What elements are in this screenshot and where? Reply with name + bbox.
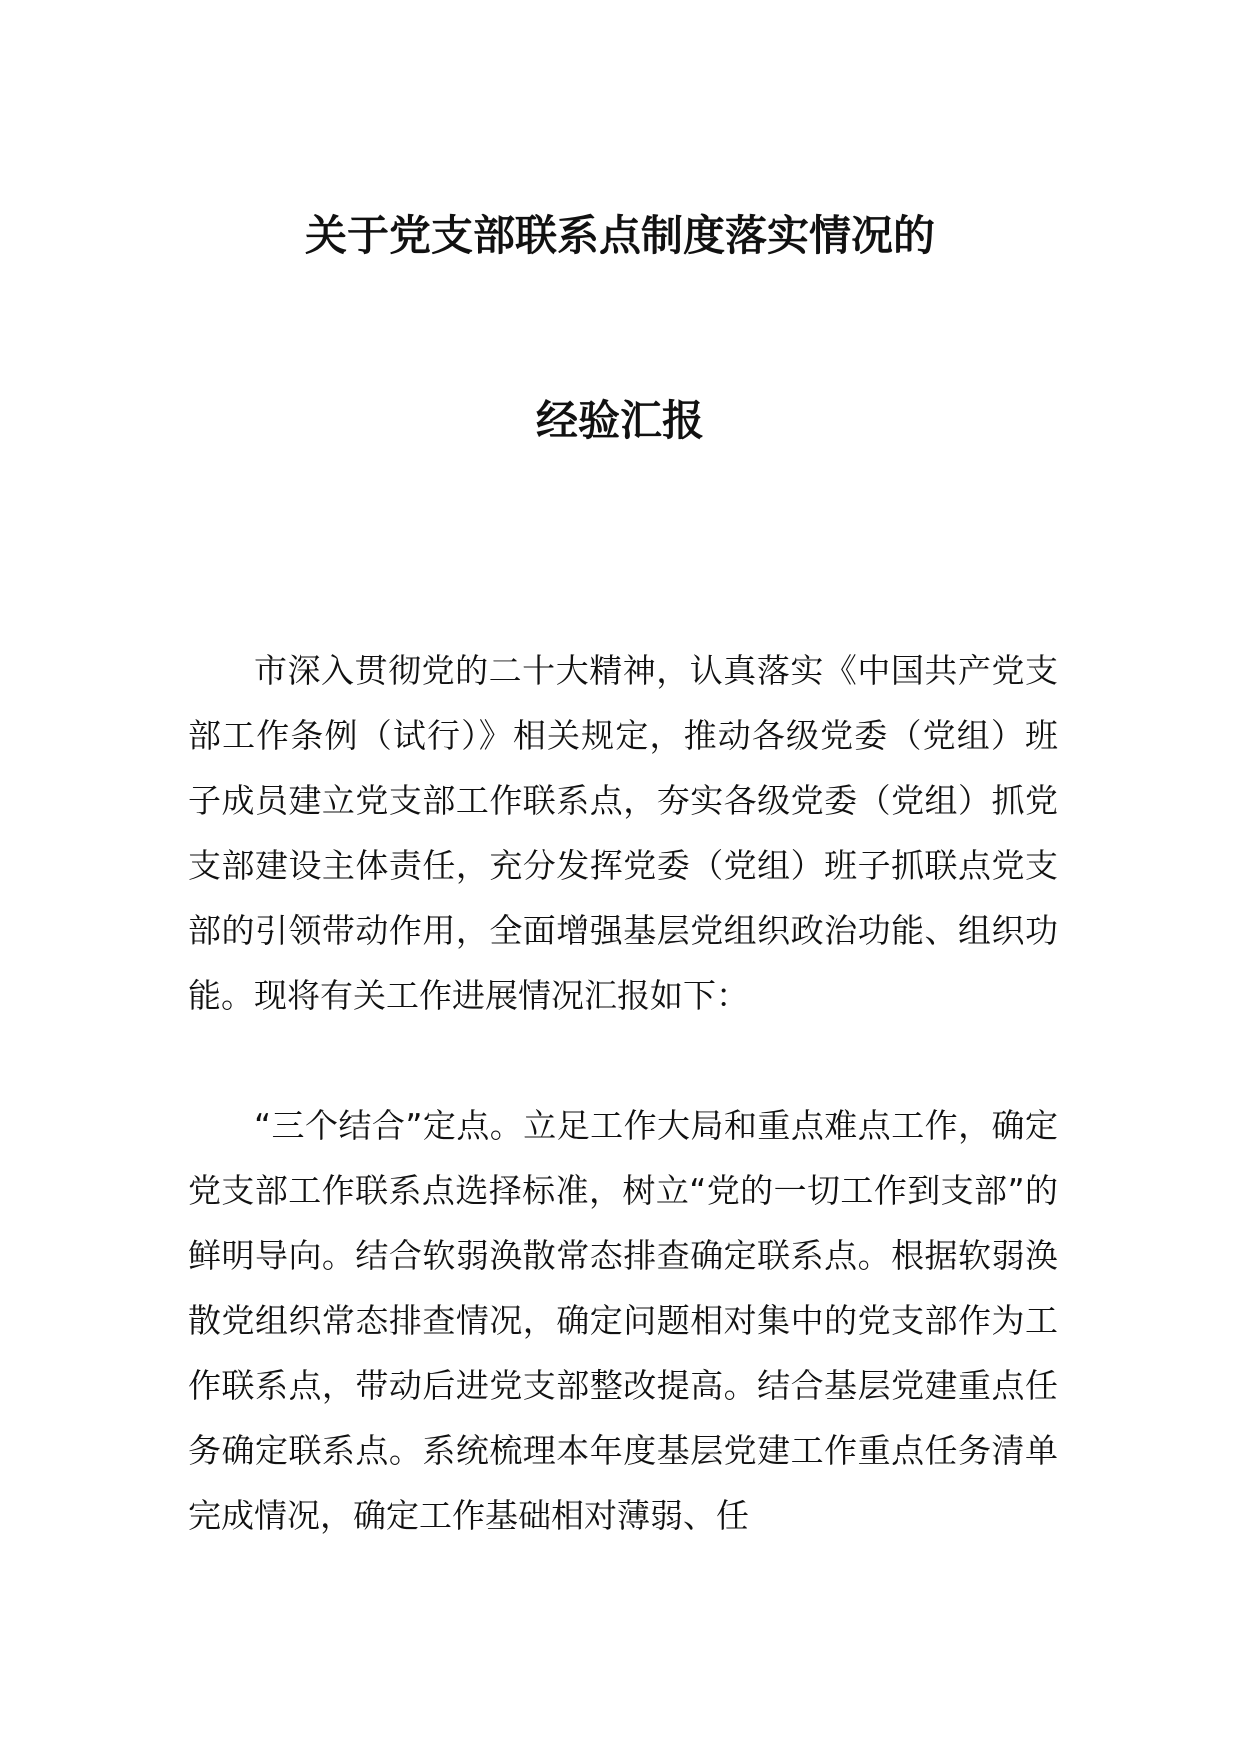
paragraph-three-combinations: “三个结合”定点。立足工作大局和重点难点工作，确定党支部工作联系点选择标准，树立“党的一切工作到支部”的鲜明导向。结合软弱涣散常态排查确定联系点。根据软弱涣散党组织常态排查情况，确定问题相对集中的党支部作为工作联系点，带动后进党支部整改提高。结合基层党建重点任务确定联系点。系统梳理本年度基层党建工作重点任务清单完成情况，确定工作基础相对薄弱、任 (188, 1106, 1058, 1535)
document-title-line-2: 经验汇报 (535, 396, 704, 445)
document-title-line-1: 关于党支部联系点制度落实情况的 (304, 211, 935, 260)
paragraph-intro: 市深入贯彻党的二十大精神，认真落实《中国共产党支部工作条例（试行）》相关规定，推动各级党委（党组）班子成员建立党支部工作联系点，夯实各级党委（党组）抓党支部建设主体责任，充分发挥党委（党组）班子抓联点党支部的引领带动作用，全面增强基层党组织政治功能、组织功能。现将有关工作进展情况汇报如下： (188, 651, 1058, 1015)
